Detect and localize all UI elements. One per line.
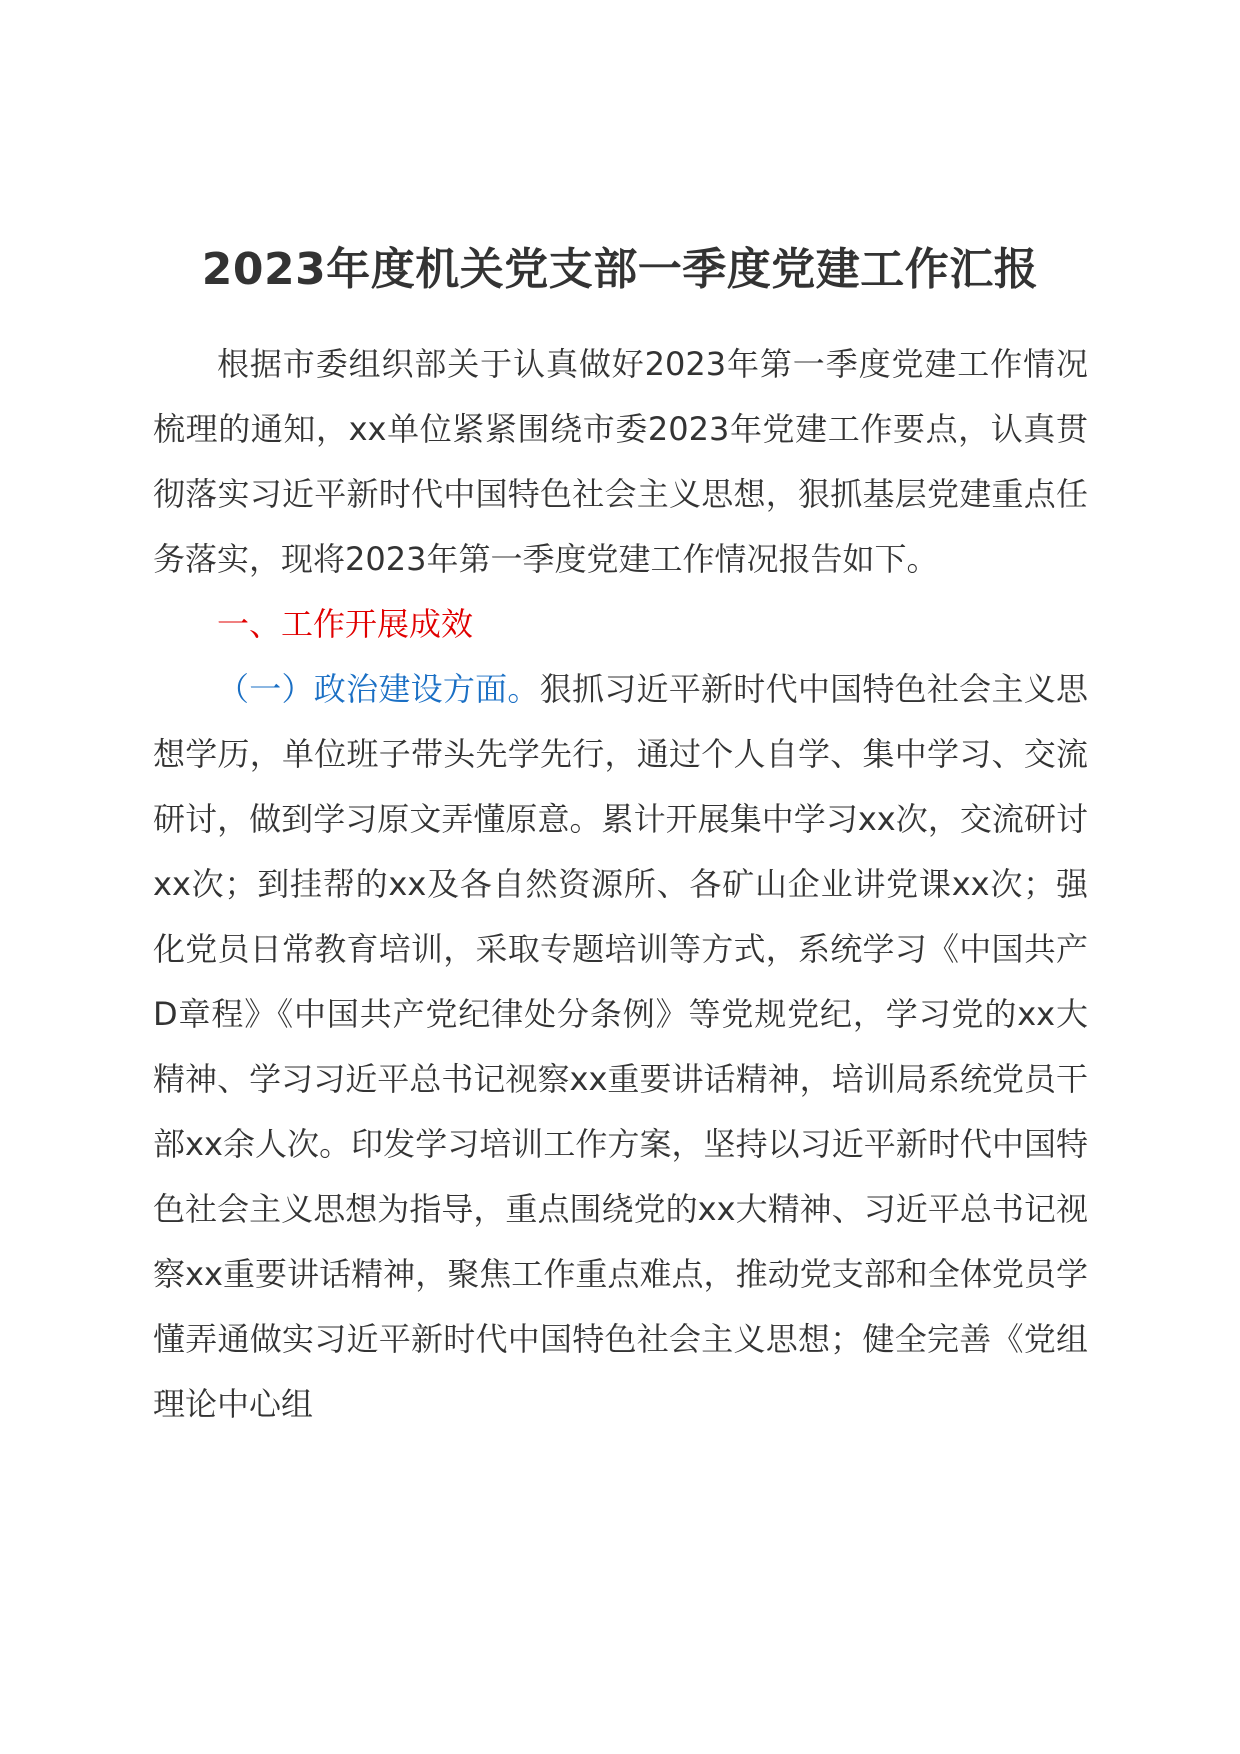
subsection-paragraph-political bbox=[153, 657, 1088, 1437]
section-heading-achievements: 一、工作开展成效 bbox=[217, 605, 474, 643]
subsection-text-political: 狠抓习近平新时代中国特色社会主义思想学历，单位班子带头先学先行，通过个人自学、集中学习、交流研讨，做到学习原文弄懂原意。累计开展集中学习xx次，交流研讨xx次；到挂帮的xx及各自然资源所、各矿山企业讲党课xx次；强化党员日常教育培训，采取专题培训等方式，系统学习《中国共产D章程》《中国共产党纪律处分条例》等党规党纪，学习党的xx大精神、学习习近平总书记视察xx重要讲话精神，培训局系统党员干部xx余人次。印发学习培训工作方案，坚持以习近平新时代中国特色社会主义思想为指导，重点围绕党的xx大精神、习近平总书记视察xx重要讲话精神，聚焦工作重点难点，推动党支部和全体党员学懂弄通做实习近平新时代中国特色社会主义思想；健全完善《党组理论中心组 bbox=[153, 670, 1088, 1423]
intro-paragraph: 根据市委组织部关于认真做好2023年第一季度党建工作情况梳理的通知，xx单位紧紧围绕市委2023年党建工作要点，认真贯彻落实习近平新时代中国特色社会主义思想，狠抓基层党建重点任务落实，现将2023年第一季度党建工作情况报告如下。 bbox=[153, 345, 1088, 578]
document-body bbox=[153, 332, 1088, 1437]
document-title: 2023年度机关党支部一季度党建工作汇报 bbox=[201, 244, 1039, 295]
subsection-heading-political: （一）政治建设方面。 bbox=[217, 670, 540, 708]
